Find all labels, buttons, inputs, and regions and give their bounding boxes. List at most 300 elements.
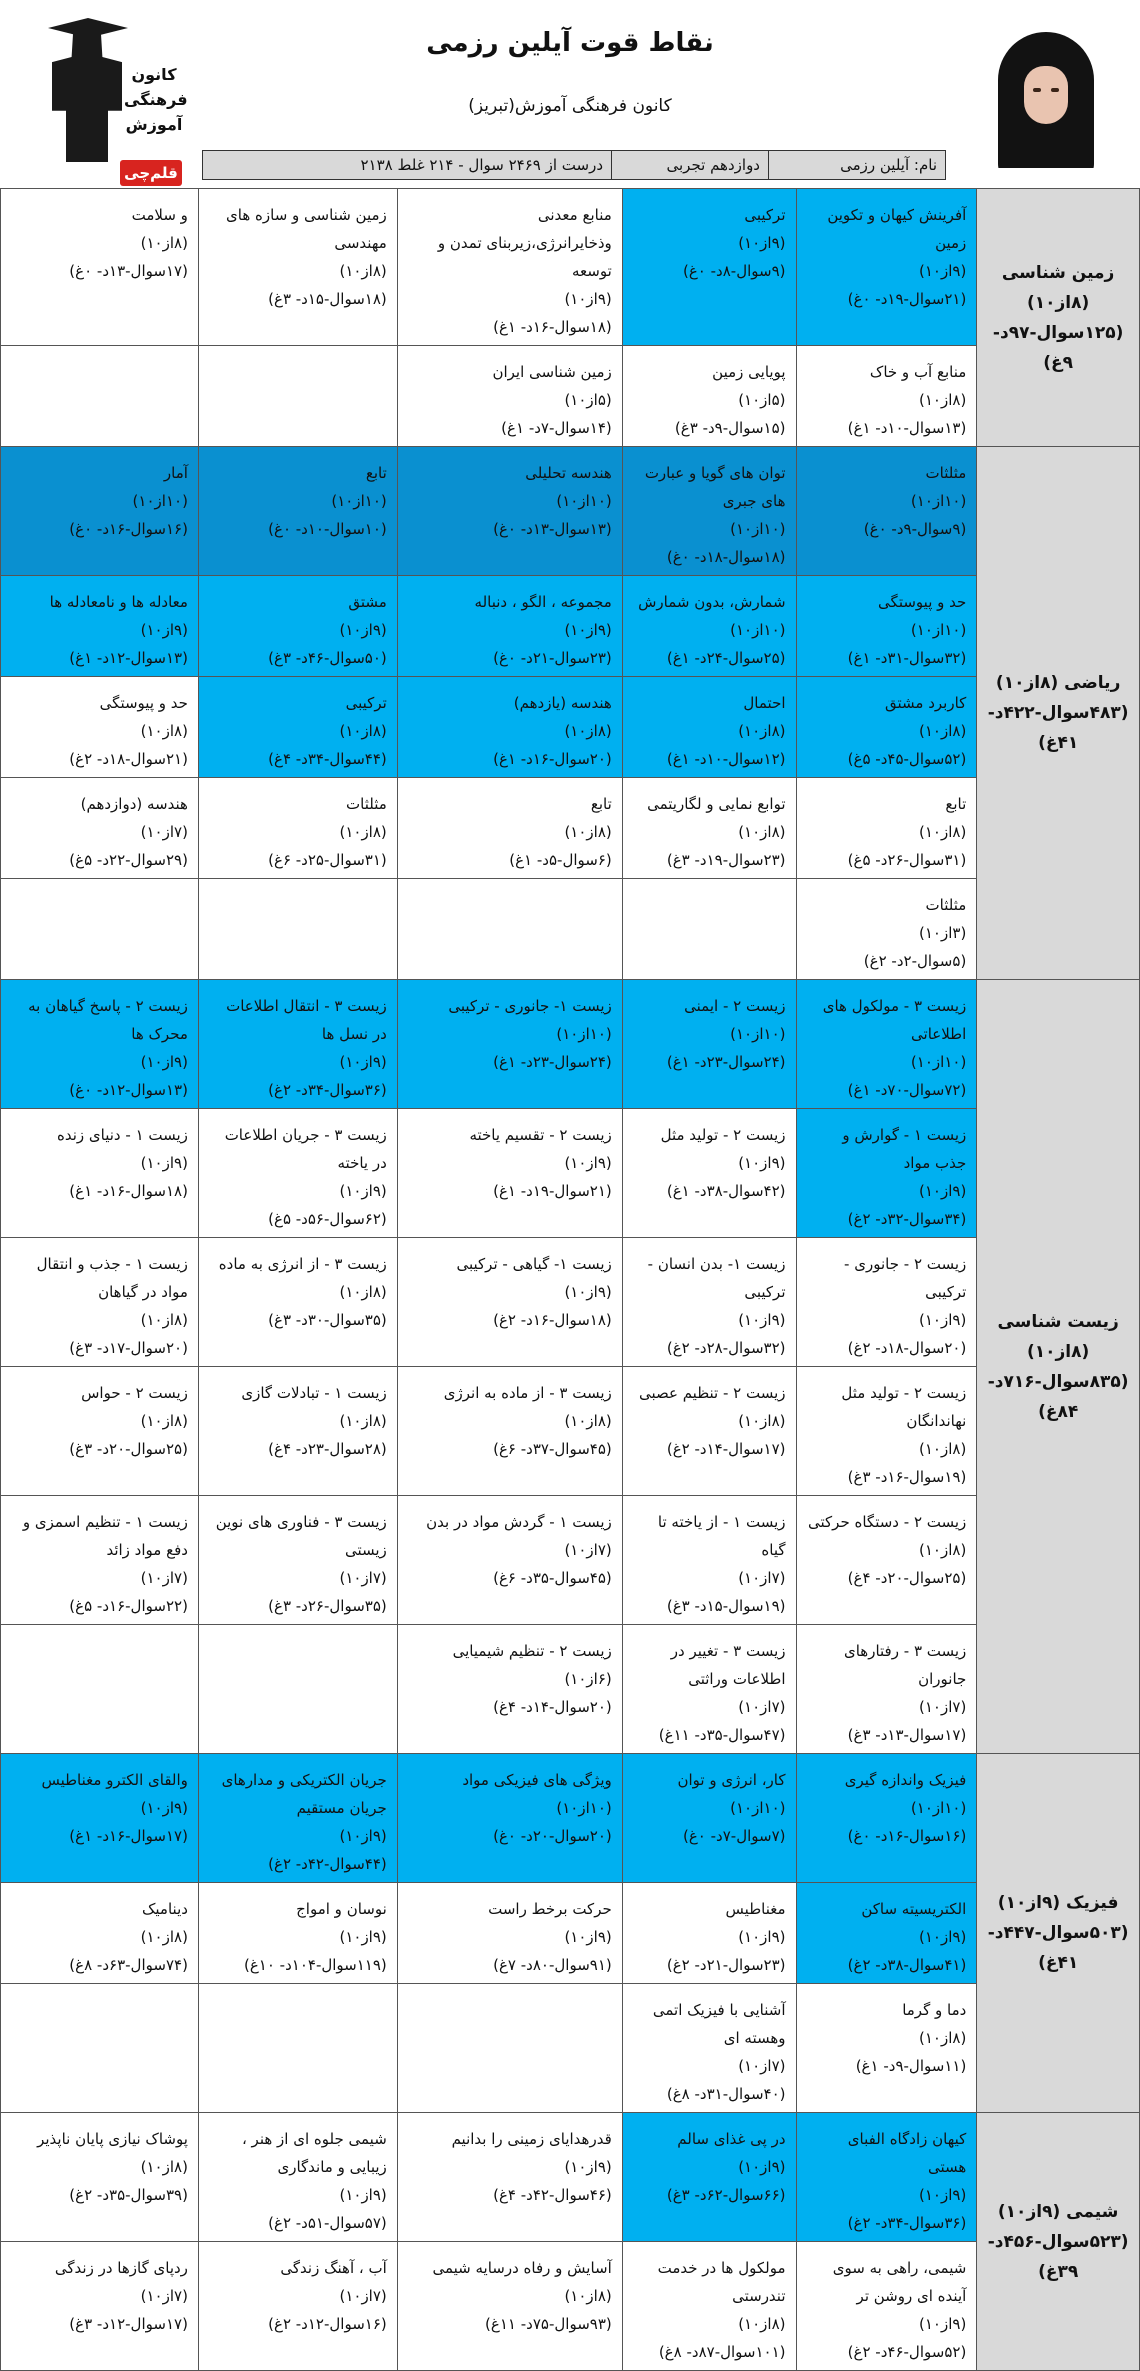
topic-score: (۸از۱۰): [738, 1412, 786, 1430]
topic-label: زیست ۳ - انتقال اطلاعات در نسل ها: [226, 997, 387, 1043]
topic-stat: (۳۶سوال-۳۴د- ۲غ): [847, 2214, 967, 2232]
graduate-figure-icon: [52, 34, 122, 162]
topic-cell: [796, 778, 977, 879]
topic-stat: (۱۷سوال-۱۲د- ۳غ): [69, 2315, 188, 2333]
topic-label: زیست ۱ - از یاخته تا گیاه: [657, 1513, 786, 1559]
topic-score: (۱۰از۱۰): [730, 1799, 786, 1817]
table-row: [1, 1496, 1140, 1625]
topic-cell: [397, 447, 622, 576]
topic-cell: [198, 1625, 397, 1754]
topic-score: (۹از۱۰): [564, 290, 612, 308]
topic-stat: (۲۰سوال-۱۸د- ۲غ): [847, 1339, 967, 1357]
topic-score: (۷از۱۰): [140, 823, 188, 841]
topic-score: (۱۰از۱۰): [132, 492, 188, 510]
topic-cell: [622, 1883, 796, 1984]
topic-score: (۹از۱۰): [918, 1311, 967, 1329]
topic-stat: (۴۱سوال-۳۸د- ۲غ): [847, 1956, 967, 1974]
topic-cell: [1, 447, 199, 576]
topic-score: (۱۰از۱۰): [910, 621, 967, 639]
topic-score: (۸از۱۰): [140, 722, 188, 740]
logo-text: کانون فرهنگی آموزش: [124, 65, 188, 134]
topic-score: (۸از۱۰): [564, 722, 612, 740]
topic-label: نوسان و امواج: [296, 1900, 387, 1918]
topic-cell: [796, 1883, 977, 1984]
topic-cell: [1, 1367, 199, 1496]
topic-stat: (۱۶سوال-۱۶د- ۰غ): [847, 1827, 967, 1845]
kanoon-logo: [40, 14, 188, 182]
topic-cell: [622, 1496, 796, 1625]
topic-label: منابع آب و خاک: [869, 363, 967, 381]
topic-label: در پی غذای سالم: [677, 2130, 786, 2148]
topic-stat: (۳۲سوال-۲۸د- ۲غ): [666, 1339, 786, 1357]
topic-cell: [198, 778, 397, 879]
topic-cell: [198, 677, 397, 778]
table-row: [1, 1754, 1140, 1883]
topic-stat: (۷۲سوال-۷۰د- ۱غ): [847, 1081, 967, 1099]
topic-label: زیست ۱ - دنیای زنده: [57, 1126, 188, 1144]
topic-cell: [198, 346, 397, 447]
topic-label: زیست ۲ - تقسیم یاخته: [469, 1126, 612, 1144]
topic-stat: (۳۹سوال-۳۵د- ۲غ): [69, 2186, 188, 2204]
topic-score: (۸از۱۰): [140, 1928, 188, 1946]
topic-cell: [198, 1496, 397, 1625]
topic-stat: (۷سوال-۷د- ۰غ): [682, 1827, 786, 1845]
topic-label: ترکیبی: [345, 694, 387, 712]
subject-cell: فیزیک (۹از۱۰) (۵۰۳سوال-۴۴۷د- ۴۱غ): [977, 1754, 1140, 2113]
topic-score: (۹از۱۰): [564, 1154, 612, 1172]
topic-cell: [622, 778, 796, 879]
topic-score: (۹از۱۰): [140, 621, 188, 639]
topic-stat: (۲۱سوال-۱۹د- ۱غ): [493, 1182, 612, 1200]
topic-label: کار، انرژی و توان: [677, 1771, 786, 1789]
topic-cell: [622, 2242, 796, 2371]
topic-cell: [397, 980, 622, 1109]
topic-label: مثلثات: [346, 795, 387, 813]
topic-stat: (۱۸سوال-۱۵د- ۳غ): [268, 290, 387, 308]
topic-cell: [198, 2113, 397, 2242]
topic-label: هندسه (دوازدهم): [80, 795, 188, 813]
topic-cell: [796, 677, 977, 778]
topic-cell: [796, 1109, 977, 1238]
topic-label: پویایی زمین: [712, 363, 786, 381]
topic-stat: (۲۴سوال-۲۳د- ۱غ): [493, 1053, 612, 1071]
topic-cell: [796, 1367, 977, 1496]
topic-label: مثلثات: [925, 464, 967, 482]
topic-cell: [198, 1109, 397, 1238]
topic-label: کیهان زادگاه الفبای هستی: [847, 2130, 967, 2176]
topic-stat: (۳۲سوال-۳۱د- ۱غ): [847, 649, 967, 667]
topic-stat: (۲۳سوال-۱۹د- ۳غ): [666, 851, 786, 869]
topic-score: (۷از۱۰): [339, 2287, 387, 2305]
table-row: [1, 879, 1140, 980]
topic-label: معادله ها و نامعادله ها: [49, 593, 188, 611]
topic-cell: [397, 1109, 622, 1238]
topic-cell: [796, 447, 977, 576]
topic-stat: (۲۹سوال-۲۲د- ۵غ): [69, 851, 188, 869]
topic-label: زیست ۳ - فناوری های نوین زیستی: [215, 1513, 387, 1559]
topic-stat: (۳۱سوال-۲۵د- ۶غ): [268, 851, 387, 869]
topic-label: دما و گرما: [902, 2001, 967, 2019]
topic-cell: [397, 879, 622, 980]
topic-cell: [397, 1367, 622, 1496]
logo-badge: قلم‌چی: [120, 160, 182, 186]
topic-label: شمارش، بدون شمارش: [638, 593, 786, 611]
topic-score: (۷از۱۰): [140, 1569, 188, 1587]
topic-score: (۵از۱۰): [738, 391, 786, 409]
topic-cell: [796, 1238, 977, 1367]
topic-cell: [796, 980, 977, 1109]
topic-label: زمین شناسی و سازه های مهندسی: [226, 206, 387, 252]
topic-label: زیست ۱- جانوری - ترکیبی: [448, 997, 612, 1015]
student-photo: [990, 26, 1102, 168]
topic-cell: [397, 778, 622, 879]
topic-stat: (۵۷سوال-۵۱د- ۲غ): [268, 2214, 387, 2232]
topic-stat: (۳۴سوال-۳۲د- ۲غ): [847, 1210, 967, 1228]
topic-cell: [198, 1984, 397, 2113]
topic-label: زیست ۲ - جانوری - ترکیبی: [844, 1255, 967, 1301]
table-row: [1, 576, 1140, 677]
topic-cell: [622, 1754, 796, 1883]
topic-score: (۸از۱۰): [918, 1440, 967, 1458]
topic-stat: (۲۵سوال-۲۰د- ۴غ): [847, 1569, 967, 1587]
topic-stat: (۱۲سوال-۱۰د- ۱غ): [666, 750, 786, 768]
topic-cell: [1, 576, 199, 677]
topic-score: (۹از۱۰): [564, 1283, 612, 1301]
topic-label: زیست ۳ - جریان اطلاعات در یاخته: [224, 1126, 387, 1172]
topic-score: (۱۰از۱۰): [730, 621, 786, 639]
topic-score: (۹از۱۰): [918, 2186, 967, 2204]
topic-label: زیست ۲ - تولید مثل نهاندانگان: [841, 1384, 967, 1430]
subject-cell: شیمی (۹از۱۰) (۵۲۳سوال-۴۵۶د- ۳۹غ): [977, 2113, 1140, 2371]
topic-label: و سلامت: [131, 206, 188, 224]
table-row: [1, 346, 1140, 447]
topic-stat: (۲۳سوال-۲۱د- ۲غ): [666, 1956, 786, 1974]
topic-score: (۹از۱۰): [140, 1799, 188, 1817]
topic-stat: (۱۵سوال-۹د- ۳غ): [674, 419, 786, 437]
topic-stat: (۱۴سوال-۷د- ۱غ): [501, 419, 612, 437]
topic-stat: (۱۷سوال-۱۳د- ۳غ): [847, 1726, 967, 1744]
topic-cell: [1, 2113, 199, 2242]
topic-label: زیست ۲ - تنظیم شیمیایی: [452, 1642, 612, 1660]
topic-label: مجموعه ، الگو ، دنباله: [474, 593, 612, 611]
topic-score: (۹از۱۰): [918, 262, 967, 280]
topic-stat: (۲۱سوال-۱۹د- ۰غ): [847, 290, 967, 308]
topic-label: زمین شناسی ایران: [492, 363, 612, 381]
topic-label: توان های گویا و عبارت های جبری: [644, 464, 786, 510]
topic-score: (۹از۱۰): [918, 2315, 967, 2333]
topic-label: حد و پیوستگی: [99, 694, 188, 712]
topic-cell: [1, 189, 199, 346]
topic-label: مشتق: [348, 593, 387, 611]
student-info-bar: [202, 150, 946, 180]
topic-stat: (۱۸سوال-۱۶د- ۲غ): [493, 1311, 612, 1329]
topic-cell: [397, 1496, 622, 1625]
topic-stat: (۷۴سوال-۶۳د- ۸غ): [69, 1956, 188, 1974]
table-row: [1, 677, 1140, 778]
topic-cell: [622, 189, 796, 346]
table-row: [1, 189, 1140, 346]
topic-stat: (۶۲سوال-۵۶د- ۵غ): [268, 1210, 387, 1228]
topic-cell: [622, 879, 796, 980]
topic-label: آب ، آهنگ زندگی: [280, 2259, 387, 2277]
topic-cell: [1, 2242, 199, 2371]
topic-cell: [397, 189, 622, 346]
table-row: [1, 778, 1140, 879]
topic-label: فیزیک واندازه گیری: [844, 1771, 967, 1789]
topic-label: زیست ۲ - پاسخ گیاهان به محرک ها: [28, 997, 188, 1043]
topic-score: (۸از۱۰): [140, 2158, 188, 2176]
topic-cell: [1, 879, 199, 980]
topic-score: (۸از۱۰): [918, 391, 967, 409]
topic-cell: [622, 677, 796, 778]
topic-cell: [1, 1625, 199, 1754]
topic-score: (۱۰از۱۰): [556, 1025, 612, 1043]
topic-score: (۸از۱۰): [339, 722, 387, 740]
topic-label: ترکیبی: [744, 206, 786, 224]
topic-label: زیست ۱- گیاهی - ترکیبی: [456, 1255, 612, 1273]
topic-stat: (۶۶سوال-۶۲د- ۳غ): [666, 2186, 786, 2204]
topic-cell: [397, 576, 622, 677]
topic-cell: [796, 2113, 977, 2242]
topic-label: ویژگی های فیزیکی مواد: [462, 1771, 612, 1789]
strengths-table: [0, 188, 1140, 2371]
topic-label: والقای الکترو مغناطیس: [41, 1771, 188, 1789]
topic-stat: (۹۳سوال-۷۵د- ۱۱غ): [485, 2315, 612, 2333]
topic-stat: (۱۸سوال-۱۸د- ۰غ): [666, 548, 786, 566]
topic-cell: [622, 1984, 796, 2113]
topic-score: (۷از۱۰): [918, 1698, 967, 1716]
topic-score: (۷از۱۰): [738, 1698, 786, 1716]
subject-cell: ریاضی (۸از۱۰) (۴۸۳سوال-۴۲۲د- ۴۱غ): [977, 447, 1140, 980]
topic-label: مولکول ها در خدمت تندرستی: [657, 2259, 786, 2305]
topic-label: منابع معدنی وذخایرانرژی،زیربنای تمدن و توسعه: [437, 206, 612, 280]
topic-cell: [198, 879, 397, 980]
topic-label: زیست ۲ - ایمنی: [684, 997, 786, 1015]
table-row: [1, 1367, 1140, 1496]
topic-label: دینامیک: [141, 1900, 188, 1918]
topic-cell: [198, 447, 397, 576]
topic-label: قدرهدایای زمینی را بدانیم: [451, 2130, 612, 2148]
topic-cell: [198, 576, 397, 677]
topic-label: زیست ۳ - رفتارهای جانوران: [844, 1642, 967, 1688]
topic-stat: (۱۸سوال-۱۶د- ۱غ): [69, 1182, 188, 1200]
topic-score: (۹از۱۰): [738, 1928, 786, 1946]
topic-stat: (۱۷سوال-۱۶د- ۱غ): [69, 1827, 188, 1845]
topic-score: (۳از۱۰): [918, 924, 967, 942]
page-title: نقاط قوت آیلین رزمی: [426, 28, 714, 58]
topic-label: آسایش و رفاه درسایه شیمی: [432, 2259, 612, 2277]
topic-stat: (۲۸سوال-۲۳د- ۴غ): [268, 1440, 387, 1458]
page-subtitle: کانون فرهنگی آموزش(تبریز): [468, 96, 672, 116]
topic-label: جریان الکتریکی و مدارهای جریان مستقیم: [221, 1771, 387, 1817]
topic-stat: (۱۷سوال-۱۳د- ۰غ): [69, 262, 188, 280]
topic-score: (۷از۱۰): [738, 2057, 786, 2075]
topic-stat: (۳۶سوال-۳۴د- ۲غ): [268, 1081, 387, 1099]
table-row: [1, 2113, 1140, 2242]
topic-stat: (۵۲سوال-۴۵د- ۵غ): [847, 750, 967, 768]
topic-stat: (۱۸سوال-۱۶د- ۱غ): [493, 318, 612, 336]
topic-label: شیمی، راهی به سوی آینده ای روشن تر: [832, 2259, 967, 2305]
topic-score: (۷از۱۰): [738, 1569, 786, 1587]
topic-label: آفرینش کیهان و تکوین زمین: [827, 206, 967, 252]
topic-label: زیست ۳ - از انرژی به ماده: [218, 1255, 387, 1273]
topic-score: (۷از۱۰): [339, 1569, 387, 1587]
topic-cell: [397, 677, 622, 778]
topic-stat: (۱۱۹سوال-۱۰۴د- ۱۰غ): [243, 1956, 387, 1974]
topic-score: (۸از۱۰): [738, 722, 786, 740]
topic-label: زیست ۳ - تغییر در اطلاعات وراثتی: [670, 1642, 786, 1688]
topic-label: زیست ۳ - مولکول های اطلاعاتی: [822, 997, 967, 1043]
topic-score: (۸از۱۰): [339, 1283, 387, 1301]
topic-cell: [622, 1238, 796, 1367]
topic-score: (۱۰از۱۰): [730, 1025, 786, 1043]
topic-label: پوشاک نیازی پایان ناپذیر: [37, 2130, 188, 2148]
topic-label: شیمی جلوه ای از هنر ، زیبایی و ماندگاری: [241, 2130, 387, 2176]
topic-stat: (۱۱سوال-۹د- ۱غ): [855, 2057, 967, 2075]
topic-cell: [397, 1883, 622, 1984]
topic-score: (۹از۱۰): [339, 1053, 387, 1071]
topic-cell: [622, 2113, 796, 2242]
topic-stat: (۴۴سوال-۳۴د- ۴غ): [268, 750, 387, 768]
topic-stat: (۱۳سوال-۱۲د- ۰غ): [69, 1081, 188, 1099]
topic-cell: [397, 1625, 622, 1754]
topic-cell: [397, 2113, 622, 2242]
topic-score: (۸از۱۰): [564, 1412, 612, 1430]
table-row: [1, 1984, 1140, 2113]
topic-cell: [198, 1883, 397, 1984]
topic-label: الکتریسیته ساکن: [861, 1900, 967, 1918]
topic-stat: (۵۲سوال-۴۶د- ۲غ): [847, 2343, 967, 2361]
table-row: [1, 1625, 1140, 1754]
topic-label: تابع: [590, 795, 612, 813]
topic-cell: [796, 1625, 977, 1754]
topic-score: (۹از۱۰): [339, 1928, 387, 1946]
table-row: [1, 980, 1140, 1109]
topic-stat: (۲۳سوال-۲۱د- ۰غ): [493, 649, 612, 667]
topic-stat: (۵۰سوال-۴۶د- ۳غ): [268, 649, 387, 667]
topic-stat: (۴۴سوال-۴۲د- ۲غ): [268, 1855, 387, 1873]
topic-cell: [397, 2242, 622, 2371]
subject-cell: زمین شناسی (۸از۱۰) (۱۲۵سوال-۹۷د- ۹غ): [977, 189, 1140, 447]
topic-stat: (۳۵سوال-۳۰د- ۳غ): [268, 1311, 387, 1329]
topic-label: مثلثات: [925, 896, 967, 914]
topic-score: (۸از۱۰): [918, 722, 967, 740]
topic-score: (۱۰از۱۰): [910, 1799, 967, 1817]
topic-stat: (۳۱سوال-۲۶د- ۵غ): [847, 851, 967, 869]
topic-score: (۱۰از۱۰): [331, 492, 387, 510]
topic-label: زیست ۲ - تولید مثل: [660, 1126, 786, 1144]
topic-stat: (۴۶سوال-۴۲د- ۴غ): [493, 2186, 612, 2204]
topic-score: (۹از۱۰): [564, 1928, 612, 1946]
topic-score: (۹از۱۰): [140, 1053, 188, 1071]
topic-cell: [1, 1496, 199, 1625]
topic-label: زیست ۱ - گردش مواد در بدن: [426, 1513, 612, 1531]
topic-score: (۹از۱۰): [738, 234, 786, 252]
topic-cell: [796, 1984, 977, 2113]
topic-cell: [622, 576, 796, 677]
table-row: [1, 1238, 1140, 1367]
topic-score: (۹از۱۰): [738, 1311, 786, 1329]
topic-label: زیست ۱ - تنظیم اسمزی و دفع مواد زائد: [22, 1513, 188, 1559]
topic-label: زیست ۱ - جذب و انتقال مواد در گیاهان: [36, 1255, 188, 1301]
topic-label: ردپای گازها در زندگی: [54, 2259, 188, 2277]
topic-score: (۹از۱۰): [564, 2158, 612, 2176]
table-row: [1, 1883, 1140, 1984]
topic-label: زیست ۱- بدن انسان - ترکیبی: [647, 1255, 786, 1301]
topic-score: (۱۰از۱۰): [730, 520, 786, 538]
topic-score: (۸از۱۰): [918, 2029, 967, 2047]
topic-cell: [397, 1754, 622, 1883]
topic-label: آشنایی با فیزیک اتمی وهسته ای: [652, 2001, 786, 2047]
topic-score: (۱۰از۱۰): [910, 1053, 967, 1071]
topic-stat: (۱۹سوال-۱۵د- ۳غ): [666, 1597, 786, 1615]
topic-score: (۱۰از۱۰): [910, 492, 967, 510]
topic-score: (۹از۱۰): [738, 2158, 786, 2176]
topic-stat: (۲۰سوال-۲۰د- ۰غ): [493, 1827, 612, 1845]
table-row: [1, 2242, 1140, 2371]
topic-score: (۸از۱۰): [918, 1541, 967, 1559]
topic-stat: (۶سوال-۵د- ۱غ): [509, 851, 612, 869]
topic-cell: [796, 1496, 977, 1625]
topic-stat: (۴۷سوال-۳۵د- ۱۱غ): [658, 1726, 786, 1744]
topic-cell: [198, 1238, 397, 1367]
topic-stat: (۲۱سوال-۱۸د- ۲غ): [69, 750, 188, 768]
topic-score: (۸از۱۰): [564, 2287, 612, 2305]
table-row: [1, 447, 1140, 576]
student-name: نام: آیلین رزمی: [768, 151, 945, 179]
topic-cell: [622, 447, 796, 576]
topic-score: (۹از۱۰): [918, 1182, 967, 1200]
topic-stat: (۹۱سوال-۸۰د- ۷غ): [493, 1956, 612, 1974]
topic-score: (۷از۱۰): [140, 2287, 188, 2305]
topic-stat: (۱۷سوال-۱۴د- ۲غ): [666, 1440, 786, 1458]
topic-stat: (۹سوال-۹د- ۰غ): [863, 520, 967, 538]
topic-cell: [1, 1984, 199, 2113]
topic-score: (۱۰از۱۰): [556, 1799, 612, 1817]
topic-score: (۹از۱۰): [339, 1827, 387, 1845]
subject-cell: زیست شناسی (۸از۱۰) (۸۳۵سوال-۷۱۶د- ۸۴غ): [977, 980, 1140, 1754]
topic-label: تابع: [365, 464, 387, 482]
topic-cell: [1, 980, 199, 1109]
topic-label: هندسه تحلیلی: [525, 464, 612, 482]
topic-stat: (۱۰سوال-۱۰د- ۰غ): [268, 520, 387, 538]
topic-cell: [1, 346, 199, 447]
topic-label: زیست ۳ - از ماده به انرژی: [443, 1384, 612, 1402]
topic-cell: [622, 346, 796, 447]
topic-cell: [622, 1625, 796, 1754]
topic-score: (۹از۱۰): [918, 1928, 967, 1946]
topic-score: (۷از۱۰): [564, 1541, 612, 1559]
topic-stat: (۴۵سوال-۳۵د- ۶غ): [493, 1569, 612, 1587]
topic-label: احتمال: [743, 694, 786, 712]
topic-cell: [1, 778, 199, 879]
topic-cell: [796, 2242, 977, 2371]
topic-stat: (۴۲سوال-۳۸د- ۱غ): [666, 1182, 786, 1200]
topic-label: زیست ۲ - دستگاه حرکتی: [808, 1513, 967, 1531]
table-row: [1, 1109, 1140, 1238]
topic-cell: [1, 1238, 199, 1367]
topic-cell: [397, 1238, 622, 1367]
topic-cell: [198, 189, 397, 346]
topic-score: (۹از۱۰): [339, 1182, 387, 1200]
topic-stat: (۴۰سوال-۳۱د- ۸غ): [666, 2085, 786, 2103]
topic-stat: (۲۵سوال-۲۴د- ۱غ): [666, 649, 786, 667]
topic-stat: (۵سوال-۲د- ۲غ): [863, 952, 967, 970]
topic-label: هندسه (یازدهم): [513, 694, 612, 712]
topic-label: کاربرد مشتق: [884, 694, 967, 712]
topic-cell: [198, 1754, 397, 1883]
topic-label: زیست ۲ - تنظیم عصبی: [638, 1384, 786, 1402]
